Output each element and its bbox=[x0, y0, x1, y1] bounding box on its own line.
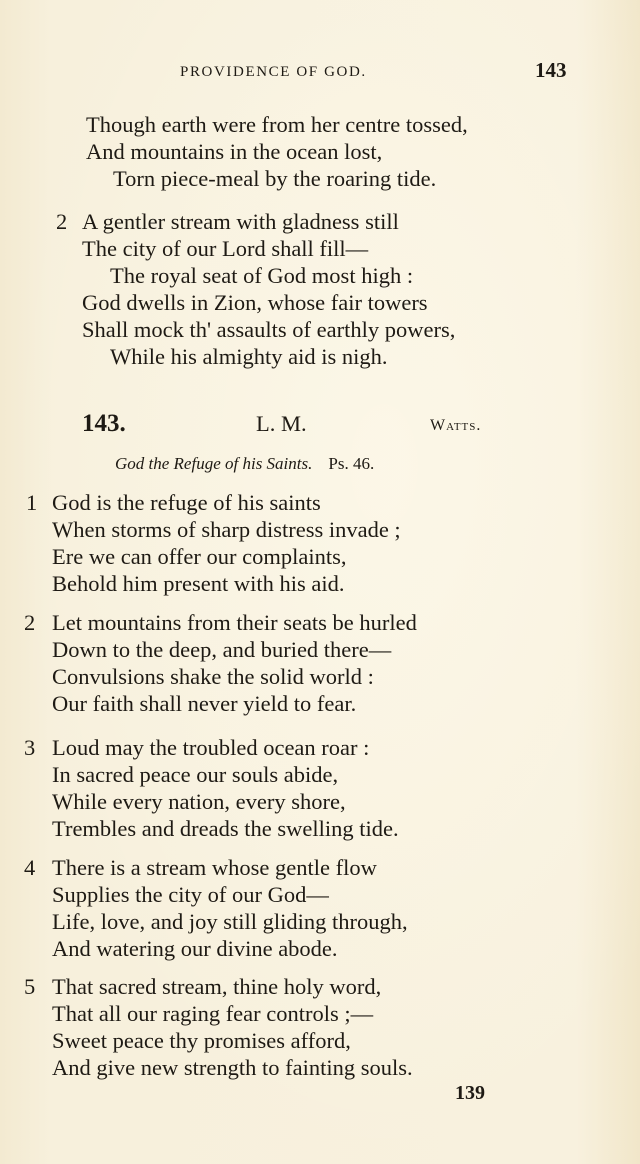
verse-number: 5 bbox=[24, 974, 36, 999]
previous-hymn-line: Though earth were from her centre tossed, bbox=[86, 112, 468, 137]
hymn-line: In sacred peace our souls abide, bbox=[52, 762, 339, 787]
hymn-author: Watts. bbox=[430, 417, 482, 434]
previous-hymn-line: Torn piece-meal by the roaring tide. bbox=[113, 166, 437, 191]
hymn-line: Let mountains from their seats be hurled bbox=[52, 610, 417, 635]
hymn-line: Ere we can offer our complaints, bbox=[52, 544, 347, 569]
hymn-line: God is the refuge of his saints bbox=[52, 490, 321, 515]
hymn-line: Sweet peace thy promises afford, bbox=[52, 1028, 351, 1053]
hymn-line: Supplies the city of our God— bbox=[52, 882, 329, 907]
hymn-line: Our faith shall never yield to fear. bbox=[52, 691, 357, 716]
running-head bbox=[0, 58, 640, 88]
previous-hymn-line: The city of our Lord shall fill— bbox=[82, 236, 369, 261]
hymn-line: Behold him present with his aid. bbox=[52, 571, 345, 596]
hymn-line: That all our raging fear controls ;— bbox=[52, 1001, 374, 1026]
hymn-header bbox=[0, 410, 640, 440]
hymn-line: When storms of sharp distress invade ; bbox=[52, 517, 401, 542]
hymn-line: Trembles and dreads the swelling tide. bbox=[52, 816, 399, 841]
previous-hymn-line: And mountains in the ocean lost, bbox=[86, 139, 383, 164]
previous-hymn-line: Shall mock th' assaults of earthly powers, bbox=[82, 317, 456, 342]
scripture-reference: Ps. 46. bbox=[328, 454, 375, 473]
hymn-line: That sacred stream, thine holy word, bbox=[52, 974, 382, 999]
hymn-line: Life, love, and joy still gliding through, bbox=[52, 909, 408, 934]
hymn-number: 143. bbox=[82, 410, 126, 437]
verse-number: 2 bbox=[56, 209, 68, 234]
verse-number: 4 bbox=[24, 855, 36, 880]
previous-hymn-line: God dwells in Zion, whose fair towers bbox=[82, 290, 428, 315]
verse-number: 1 bbox=[26, 490, 38, 515]
hymn-subtitle-text: God the Refuge of his Saints. bbox=[115, 454, 313, 473]
hymn-line: And give new strength to fainting souls. bbox=[52, 1055, 413, 1080]
hymn-line: There is a stream whose gentle flow bbox=[52, 855, 377, 880]
hymn-line: Convulsions shake the solid world : bbox=[52, 664, 374, 689]
hymn-line: And watering our divine abode. bbox=[52, 936, 338, 961]
verse-number: 3 bbox=[24, 735, 36, 760]
hymn-line: While every nation, every shore, bbox=[52, 789, 346, 814]
verse-number: 2 bbox=[24, 610, 36, 635]
previous-hymn-line: A gentler stream with gladness still bbox=[82, 209, 399, 234]
previous-hymn-line: The royal seat of God most high : bbox=[110, 263, 414, 288]
hymn-subtitle bbox=[115, 454, 374, 474]
hymn-meter: L. M. bbox=[256, 411, 307, 436]
running-title: PROVIDENCE OF GOD. bbox=[180, 64, 367, 80]
page-number-bottom: 139 bbox=[455, 1082, 485, 1104]
previous-hymn-line: While his almighty aid is nigh. bbox=[110, 344, 388, 369]
hymn-line: Down to the deep, and buried there— bbox=[52, 637, 392, 662]
hymn-line: Loud may the troubled ocean roar : bbox=[52, 735, 370, 760]
page-number-top: 143 bbox=[535, 58, 567, 82]
